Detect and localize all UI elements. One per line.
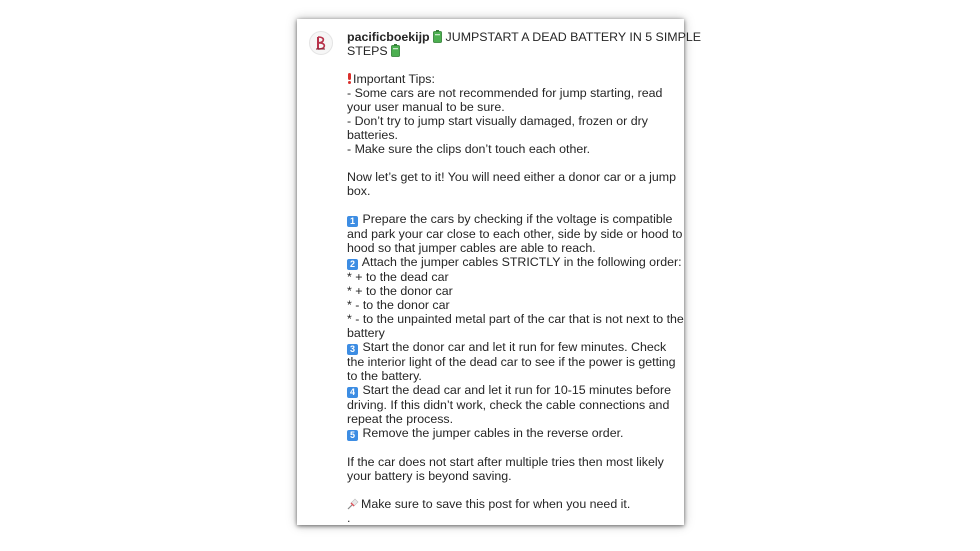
closing-line: If the car does not start after multiple tries then most likely xyxy=(347,455,664,469)
brand-logo-icon xyxy=(313,35,329,51)
step-2-text: Attach the jumper cables STRICTLY in the following order: xyxy=(361,255,682,269)
caption-title: JUMPSTART A DEAD BATTERY IN 5 SIMPLE xyxy=(445,30,702,44)
keycap-3-icon: 3 xyxy=(347,344,358,355)
keycap-4-icon: 4 xyxy=(347,387,358,398)
username-link[interactable]: pacificboekijp xyxy=(347,30,430,44)
step-3-line: the interior light of the dead car to see if the power is getting xyxy=(347,355,676,369)
step-1-line xyxy=(347,212,673,227)
step-4-line: driving. If this didn’t work, check the cable connections and xyxy=(347,398,670,412)
save-note-line xyxy=(347,497,673,511)
step-3-line xyxy=(347,340,673,355)
avatar[interactable] xyxy=(309,31,333,55)
intro-line: box. xyxy=(347,184,371,198)
caption-title-end: STEPS xyxy=(347,44,388,58)
trailing-dot: . xyxy=(347,511,351,525)
intro-line: Now let’s get to it! You will need either a donor car or a jump xyxy=(347,170,676,184)
closing-line: your battery is beyond saving. xyxy=(347,469,512,483)
order-line: battery xyxy=(347,326,385,340)
step-5-text: Remove the jumper cables in the reverse order. xyxy=(362,426,624,440)
step-2-line xyxy=(347,255,682,270)
keycap-2-icon: 2 xyxy=(347,259,358,270)
step-4-text: Start the dead car and let it run for 10-15 minutes before xyxy=(362,383,672,397)
order-line: * + to the donor car xyxy=(347,284,453,298)
step-4-line xyxy=(347,383,673,398)
step-3-line: to the battery. xyxy=(347,369,422,383)
spacer xyxy=(347,58,673,72)
step-1-text: Prepare the cars by checking if the voltage is compatible xyxy=(362,212,673,226)
tips-heading-text: Important Tips: xyxy=(353,72,435,86)
caption-title-line-1 xyxy=(347,30,702,44)
step-1-line: hood so that jumper cables are able to reach. xyxy=(347,241,596,255)
spacer xyxy=(347,156,673,170)
step-5-line xyxy=(347,426,673,441)
tip-line: - Don’t try to jump start visually damaged, frozen or dry xyxy=(347,114,648,128)
battery-icon xyxy=(433,30,442,43)
step-4-line: repeat the process. xyxy=(347,412,454,426)
tip-line: - Make sure the clips don’t touch each other. xyxy=(347,142,591,156)
order-line: * - to the unpainted metal part of the car that is not next to the xyxy=(347,312,684,326)
caption-title-line-2 xyxy=(347,44,673,58)
order-line: * - to the donor car xyxy=(347,298,450,312)
keycap-5-icon: 5 xyxy=(347,430,358,441)
pushpin-icon xyxy=(347,498,359,510)
tip-line: your user manual to be sure. xyxy=(347,100,505,114)
tip-line: batteries. xyxy=(347,128,398,142)
spacer xyxy=(347,483,673,497)
exclamation-icon xyxy=(347,73,351,84)
save-note-text: Make sure to save this post for when you need it. xyxy=(361,497,631,511)
step-1-line: and park your car close to each other, side by side or hood to xyxy=(347,227,683,241)
battery-icon xyxy=(391,44,400,57)
post-caption xyxy=(347,30,702,525)
step-3-text: Start the donor car and let it run for few minutes. Check xyxy=(362,340,667,354)
tip-line: - Some cars are not recommended for jump starting, read xyxy=(347,86,663,100)
spacer xyxy=(347,441,673,455)
tips-heading xyxy=(347,72,673,86)
keycap-1-icon: 1 xyxy=(347,216,358,227)
order-line: * + to the dead car xyxy=(347,270,449,284)
spacer xyxy=(347,198,673,212)
